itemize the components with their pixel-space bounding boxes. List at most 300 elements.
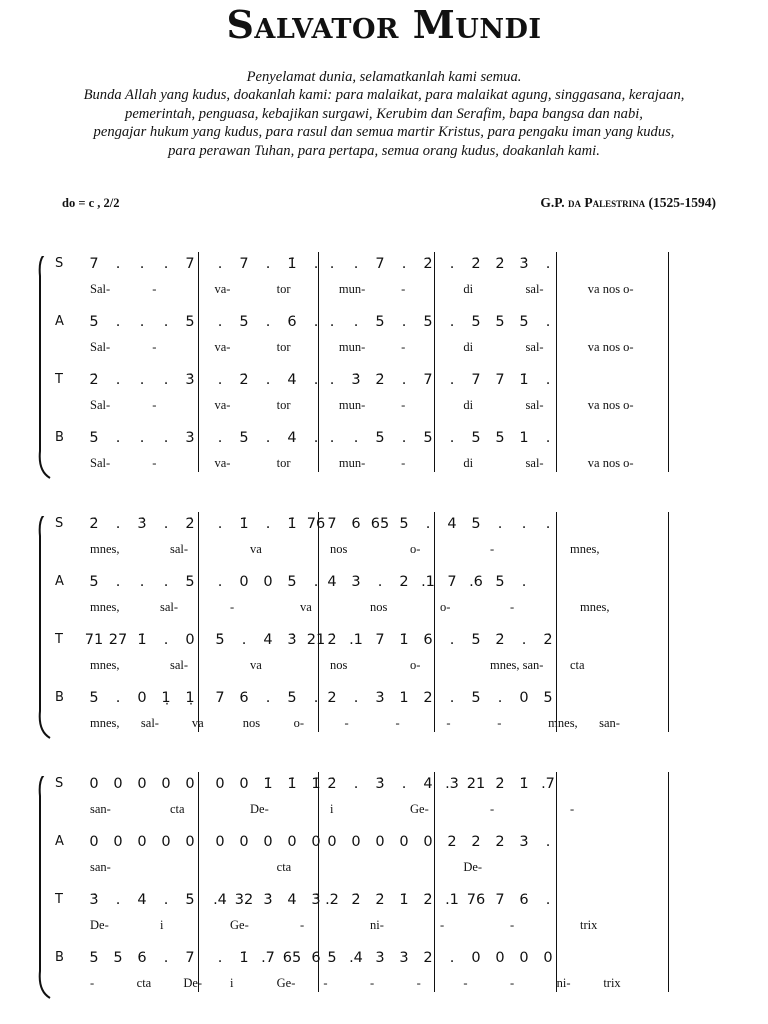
note: .: [115, 516, 121, 532]
note: 7: [447, 574, 457, 590]
lyric-syllable: -: [152, 398, 157, 412]
lyric-syllable: sal-: [170, 658, 189, 672]
note: .: [313, 372, 319, 388]
note: 5: [471, 690, 481, 706]
note: 0: [495, 950, 505, 966]
note: .: [313, 256, 319, 272]
lyric-syllable: i: [230, 976, 234, 990]
note: 0: [287, 834, 297, 850]
note: .: [163, 516, 169, 532]
note: 0: [215, 776, 225, 792]
note: .: [265, 314, 271, 330]
lyric-syllable: mnes,: [90, 542, 120, 556]
note: 0: [185, 776, 195, 792]
note: 7: [185, 256, 195, 272]
lyric-syllable: o-: [410, 658, 421, 672]
lyric-syllable: va: [300, 600, 312, 614]
composer-credit: [540, 195, 716, 211]
note: .: [545, 256, 551, 272]
note: 7: [239, 256, 249, 272]
note: 5: [519, 314, 529, 330]
note: 2̇: [495, 256, 505, 272]
verse-line: para perawan Tuhan, para pertapa, semua orang kudus, doakanlah kami.: [168, 142, 600, 159]
lyric-syllable: -: [370, 976, 375, 990]
composer-dates: (1525-1594): [648, 195, 716, 210]
note: .: [521, 574, 527, 590]
note: 2̇: [185, 516, 195, 532]
note: 6: [351, 516, 361, 532]
note: 0: [375, 834, 385, 850]
lyric-syllable: -: [401, 398, 406, 412]
lyric-syllable: Ge-: [230, 918, 249, 932]
lyric-syllable: mnes,: [570, 542, 600, 556]
lyric-syllable: sal-: [140, 716, 159, 730]
note: 6: [137, 950, 147, 966]
note: 0: [89, 834, 99, 850]
lyric-syllable: nos: [330, 658, 348, 672]
note: 5: [399, 516, 409, 532]
lyric-syllable: -: [446, 716, 451, 730]
verse-text: [0, 68, 768, 160]
note: .: [265, 256, 271, 272]
voice-label: B: [55, 950, 64, 965]
note: 3̇: [137, 516, 147, 532]
note: 3: [185, 430, 195, 446]
note: 3̇: [351, 372, 361, 388]
note: 1̇: [519, 776, 529, 792]
note: 5: [471, 314, 481, 330]
note: 1̇: [287, 516, 297, 532]
note: .: [115, 892, 121, 908]
lyric-syllable: mun-: [338, 398, 366, 412]
note: 5: [495, 574, 505, 590]
song-title: Salvator Mundi: [226, 2, 542, 47]
note: 6: [311, 950, 321, 966]
note: .: [265, 690, 271, 706]
note: .4: [213, 892, 227, 908]
lyric-syllable: sal-: [525, 456, 544, 470]
note: 1̇: [263, 776, 273, 792]
note: 0: [263, 574, 273, 590]
note: .7: [261, 950, 275, 966]
lyric-syllable: -: [90, 976, 95, 990]
note: .: [497, 516, 503, 532]
note: 5̇: [215, 632, 225, 648]
lyric-syllable: o-: [410, 542, 421, 556]
note: .: [545, 430, 551, 446]
note: 2̇: [471, 256, 481, 272]
lyric-syllable: san-: [90, 802, 111, 816]
note: .: [163, 892, 169, 908]
lyric-syllable: -: [570, 802, 575, 816]
note: 3: [399, 950, 409, 966]
note: 4: [287, 430, 297, 446]
note: .: [353, 256, 359, 272]
lyric-syllable: trix: [603, 976, 621, 990]
lyric-syllable: Ge-: [276, 976, 296, 990]
note: .: [163, 314, 169, 330]
note: 0: [161, 834, 171, 850]
lyric-syllable: -: [344, 716, 349, 730]
lyric-syllable: mnes, san-: [490, 658, 544, 672]
lyric-syllable: nos: [242, 716, 261, 730]
note: .: [353, 690, 359, 706]
note: 3̇: [263, 892, 273, 908]
note: 7: [495, 372, 505, 388]
note: .: [217, 372, 223, 388]
note: .: [139, 314, 145, 330]
note: 0: [423, 834, 433, 850]
note: .: [449, 430, 455, 446]
note: .: [163, 256, 169, 272]
note: 0: [215, 834, 225, 850]
note: 0: [113, 776, 123, 792]
note: .: [313, 690, 319, 706]
verse-line: Penyelamat dunia, selamatkanlah kami semua.: [246, 69, 522, 85]
note: 5: [375, 430, 385, 446]
note: 0: [327, 834, 337, 850]
note: 5: [375, 314, 385, 330]
note: 0: [185, 632, 195, 648]
lyric-syllable: tor: [276, 398, 291, 412]
lyric-syllable: mnes,: [548, 716, 578, 730]
lyric-syllable: va-: [214, 398, 231, 412]
note: 1̇: [399, 892, 409, 908]
voice-label: T: [55, 372, 63, 387]
note: 1̇: [519, 372, 529, 388]
note: .: [425, 516, 431, 532]
note: .: [217, 950, 223, 966]
score-system: [0, 256, 768, 496]
note: 5: [423, 430, 433, 446]
lyric-syllable: di: [463, 398, 474, 412]
note: .6: [469, 574, 483, 590]
note: 2̇: [423, 256, 433, 272]
note: .: [401, 314, 407, 330]
note: 2: [471, 834, 481, 850]
note: 2: [495, 834, 505, 850]
note: 4: [447, 516, 457, 532]
note: 3̇: [375, 776, 385, 792]
note: .: [353, 314, 359, 330]
note: 21: [306, 632, 326, 648]
note: 5: [89, 950, 99, 966]
lyric-syllable: mnes,: [580, 600, 610, 614]
voice-line-t: [0, 892, 768, 932]
note: .1: [349, 632, 363, 648]
voice-label: S: [55, 516, 64, 531]
note: 5: [113, 950, 123, 966]
note: 7: [471, 372, 481, 388]
note: 7: [423, 372, 433, 388]
note: 3: [519, 834, 529, 850]
voice-line-b: [0, 690, 768, 730]
lyric-syllable: Sal-: [90, 282, 111, 296]
note: .: [139, 372, 145, 388]
note: 76: [306, 516, 326, 532]
note: .: [115, 574, 121, 590]
note: 0: [239, 834, 249, 850]
note: .: [265, 516, 271, 532]
note: .2: [325, 892, 339, 908]
verse-line: pemerintah, penguasa, kebajikan surgawi, Kerubim dan Serafim, bapa bangsa dan nabi,: [125, 105, 643, 122]
note: 6: [519, 892, 529, 908]
note: 1̇: [311, 776, 321, 792]
lyric-syllable: va-: [214, 456, 231, 470]
note: 6: [287, 314, 297, 330]
note: 2̇: [375, 892, 385, 908]
lyric-syllable: -: [497, 716, 502, 730]
voice-line-b: [0, 430, 768, 470]
note: 5: [239, 314, 249, 330]
note: .: [521, 632, 527, 648]
lyric-syllable: De-: [183, 976, 203, 990]
lyric-syllable: -: [323, 976, 328, 990]
note: 5: [185, 314, 195, 330]
lyric-syllable: va nos o-: [587, 282, 634, 296]
note: 4̇: [287, 372, 297, 388]
note: 6: [423, 632, 433, 648]
lyric-syllable: De-: [90, 918, 109, 932]
note: .4: [349, 950, 363, 966]
note: 0: [311, 834, 321, 850]
lyric-syllable: cta: [276, 860, 292, 874]
note: 2̇: [327, 776, 337, 792]
lyric-syllable: i: [160, 918, 164, 932]
lyric-syllable: nos: [330, 542, 348, 556]
note: 1̇: [239, 950, 249, 966]
composer-initials: G.P.: [540, 195, 565, 210]
note: 3̇: [287, 632, 297, 648]
lyric-syllable: tor: [276, 456, 291, 470]
note: 7: [215, 690, 225, 706]
note: 2̇: [495, 776, 505, 792]
note: .: [353, 776, 359, 792]
lyric-syllable: -: [230, 600, 235, 614]
lyric-syllable: san-: [599, 716, 620, 730]
note: .7: [541, 776, 555, 792]
note: 0: [471, 950, 481, 966]
note: .: [449, 950, 455, 966]
lyric-syllable: trix: [580, 918, 598, 932]
note: 5: [495, 430, 505, 446]
note: .: [545, 516, 551, 532]
composer-name: da Palestrina: [567, 195, 646, 210]
note: 7: [495, 892, 505, 908]
note: .: [545, 314, 551, 330]
note: 0: [543, 950, 553, 966]
note: .: [313, 314, 319, 330]
note: .: [401, 372, 407, 388]
note: 1̇: [137, 632, 147, 648]
note: 1: [399, 690, 409, 706]
note: 1̇: [287, 256, 297, 272]
note: .: [521, 516, 527, 532]
lyric-syllable: tor: [276, 340, 291, 354]
note: .1: [421, 574, 435, 590]
score-system: [0, 776, 768, 1016]
note: .: [139, 430, 145, 446]
note: 0: [137, 834, 147, 850]
lyric-syllable: sal-: [160, 600, 179, 614]
lyric-syllable: Sal-: [90, 340, 111, 354]
note: .: [313, 574, 319, 590]
note: 2: [423, 690, 433, 706]
note: 0: [137, 690, 147, 706]
note: 0: [137, 776, 147, 792]
lyric-syllable: De-: [250, 802, 269, 816]
lyric-syllable: -: [395, 716, 400, 730]
note: .: [401, 776, 407, 792]
lyric-syllable: va nos o-: [587, 398, 634, 412]
lyric-syllable: -: [416, 976, 421, 990]
lyric-syllable: cta: [570, 658, 585, 672]
lyric-syllable: -: [152, 340, 157, 354]
note: .: [115, 256, 121, 272]
note: .3: [445, 776, 459, 792]
note: 7: [89, 256, 99, 272]
note: .: [241, 632, 247, 648]
note: .: [545, 834, 551, 850]
voice-label: A: [55, 314, 64, 329]
note: .: [163, 632, 169, 648]
note: 0: [89, 776, 99, 792]
note: 0: [161, 776, 171, 792]
note: 5: [471, 516, 481, 532]
note: 0: [239, 574, 249, 590]
note: 0: [263, 834, 273, 850]
note: 5: [89, 430, 99, 446]
note: .: [401, 430, 407, 446]
voice-label: S: [55, 256, 64, 271]
note: 71: [84, 632, 104, 648]
note: .: [545, 372, 551, 388]
lyric-syllable: -: [510, 918, 515, 932]
lyric-syllable: mnes,: [90, 716, 120, 730]
note: .: [217, 256, 223, 272]
verse-line: pengajar hukum yang kudus, para rasul dan semua martir Kristus, para pengaku iman yang kudus,: [93, 124, 675, 141]
note: 5: [423, 314, 433, 330]
note: .: [449, 690, 455, 706]
note: .: [217, 516, 223, 532]
note: 5: [471, 430, 481, 446]
note: 21: [466, 776, 486, 792]
lyric-syllable: De-: [463, 860, 483, 874]
note: .: [545, 892, 551, 908]
note: 4̇: [423, 776, 433, 792]
note: .: [329, 372, 335, 388]
voice-line-s: [0, 256, 768, 296]
voice-label: S: [55, 776, 64, 791]
note: .: [115, 690, 121, 706]
note: 2: [327, 690, 337, 706]
lyric-syllable: tor: [276, 282, 291, 296]
note: .: [115, 430, 121, 446]
note: 1̇: [287, 776, 297, 792]
note: 0: [185, 834, 195, 850]
note: 3: [375, 690, 385, 706]
note: .: [329, 256, 335, 272]
note: .: [497, 690, 503, 706]
note: .: [353, 430, 359, 446]
lyric-syllable: -: [463, 976, 468, 990]
note: 5: [287, 574, 297, 590]
voice-line-t: [0, 372, 768, 412]
note: 2̇: [375, 372, 385, 388]
note: 1: [519, 430, 529, 446]
note: 7: [327, 516, 337, 532]
note: 2̇: [423, 892, 433, 908]
lyric-syllable: cta: [170, 802, 185, 816]
voice-line-a: [0, 574, 768, 614]
lyric-syllable: -: [510, 976, 515, 990]
note: .: [115, 372, 121, 388]
note: 27: [108, 632, 128, 648]
voice-label: T: [55, 892, 63, 907]
note: 7: [375, 632, 385, 648]
note: 3̇: [311, 892, 321, 908]
score-system: [0, 516, 768, 756]
note: .1: [445, 892, 459, 908]
note: 5: [471, 632, 481, 648]
note: .: [217, 574, 223, 590]
note: 2: [423, 950, 433, 966]
lyric-syllable: -: [401, 282, 406, 296]
lyric-syllable: sal-: [525, 340, 544, 354]
note: 2̇: [495, 632, 505, 648]
note: 6: [239, 690, 249, 706]
verse-line: Bunda Allah yang kudus, doakanlah kami: para malaikat, para malaikat agung, singgasana, kerajaan,: [83, 87, 685, 104]
note: 76: [466, 892, 486, 908]
voice-label: A: [55, 834, 64, 849]
lyric-syllable: va: [191, 716, 204, 730]
note: .: [329, 314, 335, 330]
note: 1̇: [239, 516, 249, 532]
note: 1̣: [161, 690, 171, 706]
note: 0: [351, 834, 361, 850]
note: 3̇: [89, 892, 99, 908]
note: 5: [89, 314, 99, 330]
note: .: [265, 430, 271, 446]
note: 7: [185, 950, 195, 966]
note: 5: [89, 690, 99, 706]
note: 2̇: [89, 372, 99, 388]
note: 3: [351, 574, 361, 590]
lyric-syllable: sal-: [170, 542, 189, 556]
lyric-syllable: va-: [214, 282, 231, 296]
note: 4: [327, 574, 337, 590]
lyric-syllable: mnes,: [90, 600, 120, 614]
note: 2̇: [327, 632, 337, 648]
note: .: [265, 372, 271, 388]
lyric-syllable: -: [300, 918, 305, 932]
lyric-syllable: -: [401, 456, 406, 470]
note: .: [163, 430, 169, 446]
voice-line-b: [0, 950, 768, 990]
voice-line-s: [0, 776, 768, 816]
note: .: [449, 372, 455, 388]
lyric-syllable: -: [510, 600, 515, 614]
note: 3: [375, 950, 385, 966]
note: .: [377, 574, 383, 590]
note: 65: [370, 516, 390, 532]
note: .: [217, 314, 223, 330]
note: 2̇: [543, 632, 553, 648]
lyric-syllable: san-: [90, 860, 111, 874]
voice-label: A: [55, 574, 64, 589]
lyric-syllable: mnes,: [90, 658, 120, 672]
lyric-syllable: o-: [293, 716, 305, 730]
